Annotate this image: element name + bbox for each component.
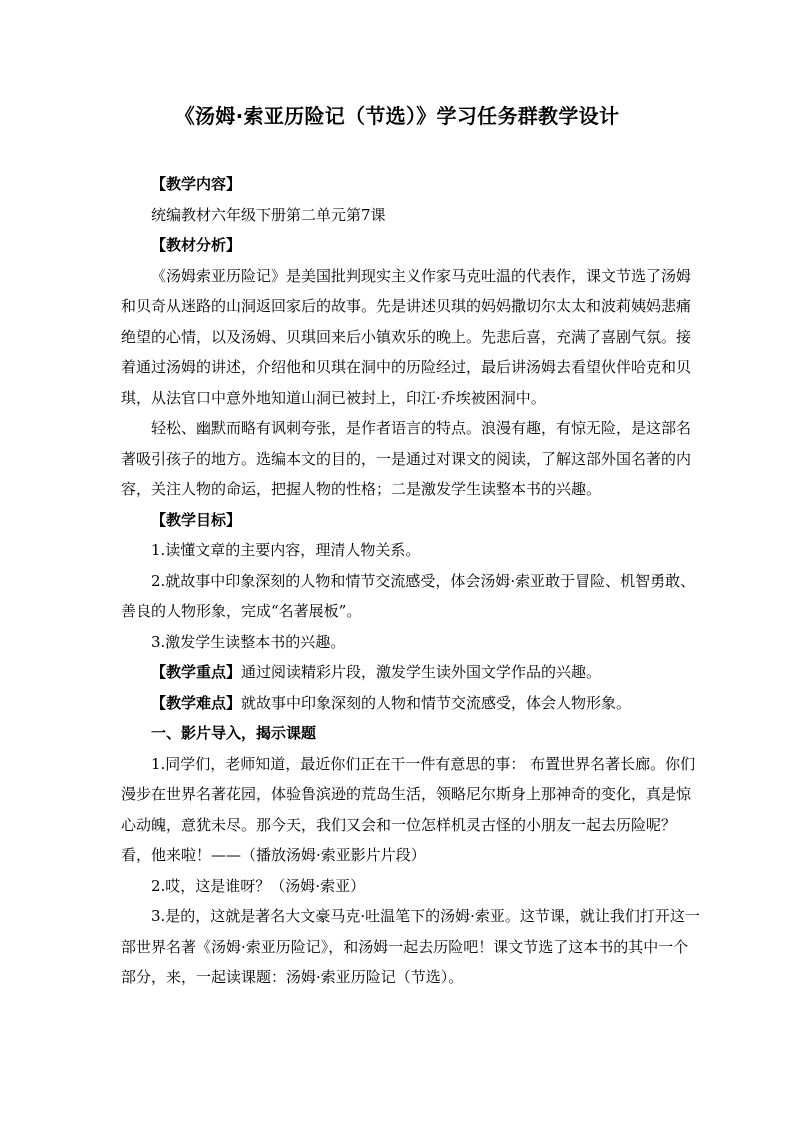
section-heading-goals: 【教学目标】 <box>151 510 242 529</box>
paragraph-analysis-1: 《汤姆索亚历险记》是美国批判现实主义作家马克吐温的代表作，课文节选了汤姆和贝奇从迷路的山洞返回家后的故事。先是讲述贝琪的妈妈撒切尔太太和波莉姨妈悲痛绝望的心情，以及汤姆、贝琪回来后小镇欢乐的晚上。先悲后喜，充满了喜剧气氛。接着通过汤姆的讲述，介绍他和贝琪在洞中的历险经过，最后讲汤姆去看望伙伴哈克和贝琪，从法官口中意外地知道山洞已被封上，印江·乔埃被困洞中。 <box>121 266 692 407</box>
paragraph-step1-1: 1.同学们，老师知道，最近你们正在干一件有意思的事： 布置世界名著长廊。你们漫步在世界名著花园，体验鲁滨逊的荒岛生活，领略尼尔斯身上那神奇的变化，真是惊心动魄，意犹未尽。那今天，我们又会和一位怎样机灵古怪的小朋友一起去历险呢？看，他来啦！——（播放汤姆·索亚影片片段） <box>121 754 696 864</box>
paragraph-step1-3: 3.是的，这就是著名大文豪马克·吐温笔下的汤姆·索亚。这节课，就让我们打开这一部世界名著《汤姆·索亚历险记》，和汤姆一起去历险吧！课文节选了这本书的其中一个部分，来，一起读课题：汤姆·索亚历险记（节选）。 <box>121 907 700 986</box>
paragraph-content: 统编教材六年级下册第二单元第7课 <box>151 205 386 224</box>
goal-item-3: 3.激发学生读整本书的兴趣。 <box>151 632 346 651</box>
difficulty-text: 就故事中印象深刻的人物和情节交流感受，体会人物形象。 <box>241 693 632 712</box>
difficulty-label: 【教学难点】 <box>151 693 242 712</box>
section-heading-step1: 一、影片导入，揭示课题 <box>151 724 317 742</box>
document-title: 《汤姆·索亚历险记（节选）》学习任务群教学设计 <box>174 104 620 128</box>
key-point-line <box>121 657 701 688</box>
document-body <box>121 169 701 993</box>
goal-item-1: 1.读懂文章的主要内容，理清人物关系。 <box>151 541 421 559</box>
section-heading-content: 【教学内容】 <box>151 175 242 193</box>
paragraph-step1-2: 2.哎，这是谁呀？（汤姆·索亚） <box>151 876 366 895</box>
key-point-text: 通过阅读精彩片段，激发学生读外国文学作品的兴趣。 <box>241 663 602 681</box>
key-point-label: 【教学重点】 <box>151 663 242 681</box>
difficulty-line <box>121 688 701 719</box>
paragraph-analysis-2: 轻松、幽默而略有讽刺夸张，是作者语言的特点。浪漫有趣，有惊无险，是这部名著吸引孩子的地方。选编本文的目的，一是通过对课文的阅读，了解这部外国名著的内容，关注人物的命运，把握人物的性格；二是激发学生读整本书的兴趣。 <box>121 419 692 498</box>
section-heading-analysis: 【教材分析】 <box>151 236 242 254</box>
goal-item-2: 2.就故事中印象深刻的人物和情节交流感受，体会汤姆·索亚敢于冒险、机智勇敢、善良的人物形象，完成“名著展板”。 <box>121 571 696 620</box>
